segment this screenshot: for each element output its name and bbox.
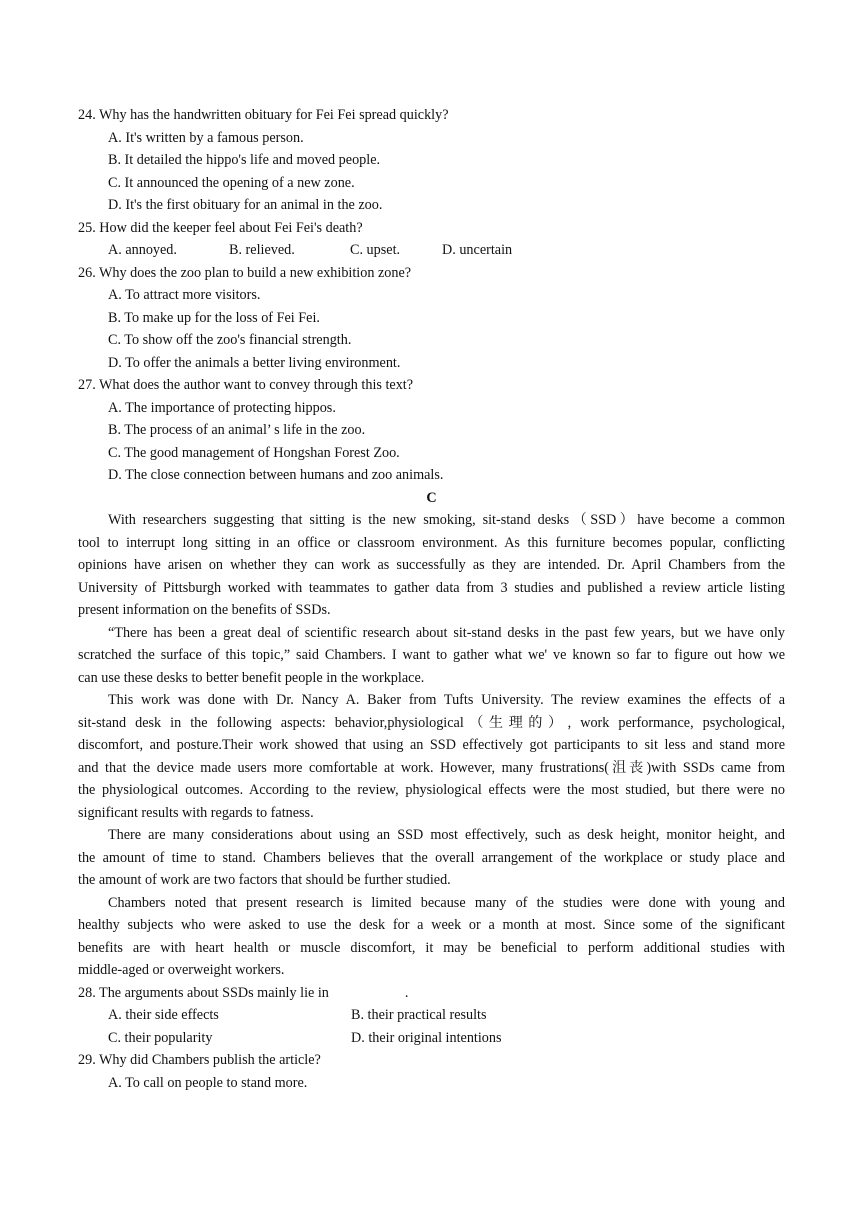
paragraph-2-line: can use these desks to better benefit people in the workplace. bbox=[78, 670, 425, 686]
q26-option-b: B. To make up for the loss of Fei Fei. bbox=[108, 310, 320, 326]
q28-option-b: B. their practical results bbox=[351, 1007, 487, 1023]
q24-option-b: B. It detailed the hippo's life and moved people. bbox=[108, 152, 381, 168]
paragraph-2-line: scratched the surface of this topic,” said Chambers. I want to gather what we' ve known so far to figure out how we bbox=[78, 647, 785, 663]
q25-option-c: C. upset. bbox=[350, 242, 401, 258]
paragraph-1-line: With researchers suggesting that sitting is the new smoking, sit-stand desks（SSD）have become a common bbox=[108, 512, 785, 528]
q27-option-b: B. The process of an animal’ s life in the zoo. bbox=[108, 422, 366, 438]
q25-options-row bbox=[108, 239, 785, 262]
q25-option-a: A. annoyed. bbox=[108, 242, 177, 258]
question-29: 29. Why did Chambers publish the article? bbox=[78, 1052, 321, 1068]
q27-option-c: C. The good management of Hongshan Forest Zoo. bbox=[108, 445, 400, 461]
paragraph-1-line: opinions have arisen on whether they can work as successfully as they are intended. Dr. April Chambers from the bbox=[78, 557, 785, 573]
paragraph-1-line: tool to interrupt long sitting in an office or classroom environment. As this furniture becomes popular, conflicting bbox=[78, 535, 785, 551]
paragraph-4-line: There are many considerations about using an SSD most effectively, such as desk height, monitor height, and bbox=[108, 827, 785, 843]
paragraph-3-line: This work was done with Dr. Nancy A. Baker from Tufts University. The review examines the effects of a bbox=[108, 692, 785, 708]
q28-option-a: A. their side effects bbox=[108, 1007, 219, 1023]
q28-options-row-1 bbox=[108, 1004, 785, 1027]
q27-option-d: D. The close connection between humans and zoo animals. bbox=[108, 467, 444, 483]
paragraph-3-line: sit-stand desk in the following aspects: behavior,physiological（生理的）, work performance, psychological, bbox=[78, 715, 785, 731]
question-24: 24. Why has the handwritten obituary for Fei Fei spread quickly? bbox=[78, 107, 449, 123]
q24-option-a: A. It's written by a famous person. bbox=[108, 130, 304, 146]
paragraph-3-line: the physiological outcomes. According to the review, physiological effects were the most studied, but there were no bbox=[78, 782, 785, 798]
question-26: 26. Why does the zoo plan to build a new exhibition zone? bbox=[78, 265, 412, 281]
q28-options-row-2 bbox=[108, 1027, 785, 1050]
section-heading: C bbox=[426, 490, 437, 506]
q24-option-d: D. It's the first obituary for an animal in the zoo. bbox=[108, 197, 383, 213]
paragraph-5-line: healthy subjects who were asked to use the desk for a week or a month at most. Since some of the significant bbox=[78, 917, 785, 933]
q26-option-c: C. To show off the zoo's financial strength. bbox=[108, 332, 352, 348]
q27-option-a: A. The importance of protecting hippos. bbox=[108, 400, 336, 416]
paragraph-4-line: the amount of time to stand. Chambers believes that the overall arrangement of the workplace or study place and bbox=[78, 850, 785, 866]
q25-option-b: B. relieved. bbox=[229, 242, 295, 258]
paragraph-3-line: discomfort, and posture.Their work showed that using an SSD effectively got participants to sit less and stand more bbox=[78, 737, 785, 753]
q25-option-d: D. uncertain bbox=[442, 242, 513, 258]
paragraph-5-line: benefits are with heart health or muscle discomfort, it may be beneficial to perform additional studies with bbox=[78, 940, 785, 956]
question-27: 27. What does the author want to convey through this text? bbox=[78, 377, 414, 393]
question-25: 25. How did the keeper feel about Fei Fei's death? bbox=[78, 220, 363, 236]
q26-option-d: D. To offer the animals a better living environment. bbox=[108, 355, 401, 371]
paragraph-1-line: present information on the benefits of SSDs. bbox=[78, 602, 331, 618]
question-28-end: . bbox=[404, 985, 409, 1001]
paragraph-3-line: significant results with regards to fatness. bbox=[78, 805, 314, 821]
q29-option-a: A. To call on people to stand more. bbox=[108, 1075, 308, 1091]
q28-option-d: D. their original intentions bbox=[351, 1030, 502, 1046]
paragraph-2-line: “There has been a great deal of scientific research about sit-stand desks in the past few years, but we have only bbox=[108, 625, 785, 641]
paragraph-3-line: and that the device made users more comfortable at work. However, many frustrations(沮丧)with SSDs came from bbox=[78, 760, 785, 776]
paragraph-4-line: the amount of work are two factors that should be further studied. bbox=[78, 872, 451, 888]
paragraph-5-line: Chambers noted that present research is limited because many of the studies were done with young and bbox=[108, 895, 785, 911]
question-28-text: 28. The arguments about SSDs mainly lie in bbox=[78, 985, 329, 1001]
question-28 bbox=[78, 982, 785, 1005]
q28-option-c: C. their popularity bbox=[108, 1030, 213, 1046]
paragraph-5-line: middle-aged or overweight workers. bbox=[78, 962, 285, 978]
paragraph-1-line: University of Pittsburgh worked with teammates to gather data from 3 studies and published a review article listing bbox=[78, 580, 785, 596]
q26-option-a: A. To attract more visitors. bbox=[108, 287, 261, 303]
q24-option-c: C. It announced the opening of a new zone. bbox=[108, 175, 355, 191]
